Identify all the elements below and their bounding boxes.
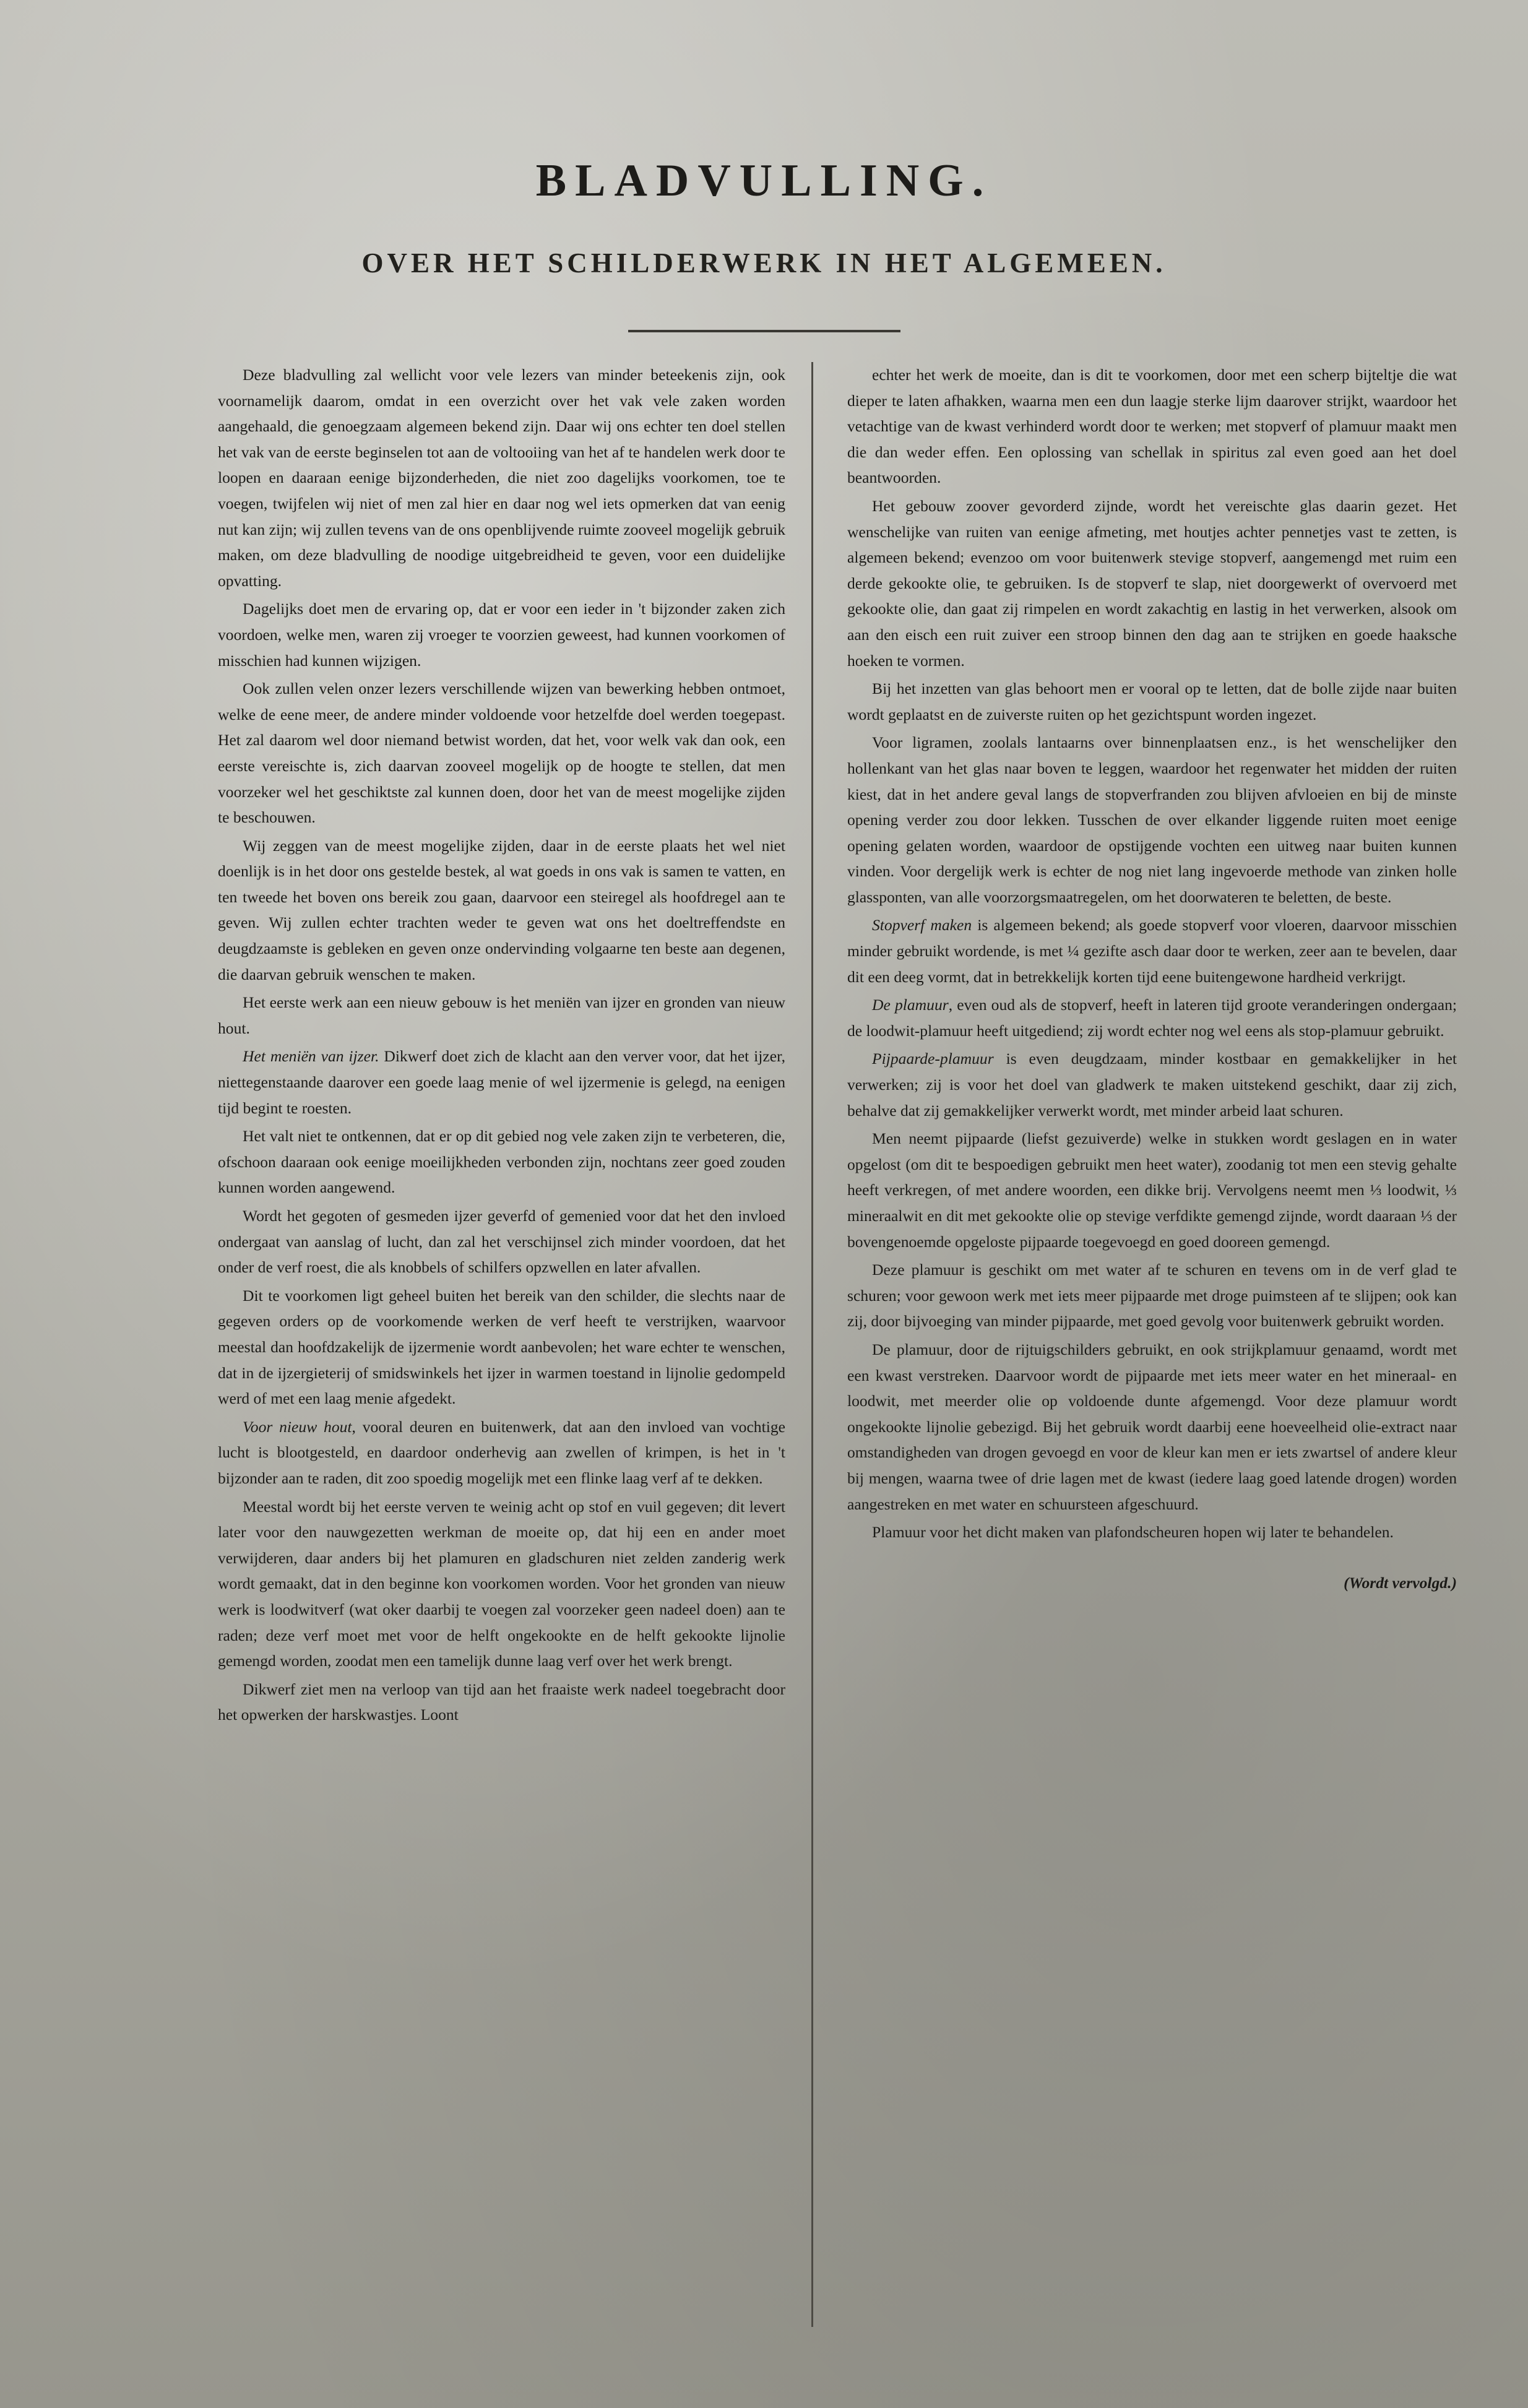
- article-paragraph: Dikwerf ziet men na verloop van tijd aan het fraaiste werk nadeel toegebracht door het opwerken der harskwastjes. Loont: [218, 1680, 785, 1724]
- article-paragraph: Stopverf maken is algemeen bekend; als goede stopverf voor vloeren, daarvoor misschien minder gebruikt wordende, is met ¼ gezifte asch daar door te werken, zeer aan te bevelen, daar dit een deeg vormt, dat in betrekkelijk korten tijd eene buitengewone hardheid verkrijgt.: [847, 916, 1457, 986]
- title-rule: [628, 330, 900, 332]
- article-paragraph: Bij het inzetten van glas behoort men er vooral op te letten, dat de bolle zijde naar buiten wordt geplaatst en de zuiverste ruiten op het gezichtspunt worden ingezet.: [847, 680, 1457, 723]
- article-paragraph: echter het werk de moeite, dan is dit te voorkomen, door met een scherp bijteltje die wat dieper te laten afhakken, waarna men een dun laagje sterke lijm daarover strijkt, waardoor het vetachtige van de kwast verhinderd wordt door te werken; met stopverf of plamuur maakt men die dan weder effen. Een oplossing van schellak in spiritus zal even goed aan het doel beantwoorden.: [847, 366, 1457, 487]
- column-divider: [811, 362, 813, 2327]
- to-be-continued-note: [847, 1570, 1457, 1596]
- article-paragraph: De plamuur, even oud als de stopverf, heeft in lateren tijd groote veranderingen ondergaan; de loodwit-plamuur heeft uitgediend; zij wordt echter nog wel eens als stop-plamuur gebruikt.: [847, 996, 1457, 1040]
- article-paragraph: Deze plamuur is geschikt om met water af te schuren en tevens om in de verf glad te schuren; voor gewoon werk met iets meer pijpaarde met droge puimsteen af te slijpen; ook kan zij, door bijvoeging van minder pijpaarde, met goed gevolg voor buitenwerk gebruikt worden.: [847, 1261, 1457, 1331]
- article-paragraph: Voor ligramen, zoolals lantaarns over binnenplaatsen enz., is het wenschelijker den hollenkant van het glas naar boven te leggen, waardoor het regenwater het midden der ruiten kiest, dat in het andere geval langs de stopverfranden zou blijven afvloeien en bij de minste opening verder zou door lekken. Tusschen de over elkander liggende ruiten moet eenige opening gelaten worden, waardoor de opstijgende vochten een uitweg naar buiten kunnen vinden. Voor dergelijk werk is echter de nog niet lang ingevoerde methode van zinken holle glassponten, van alle voorzorgsmaatregelen, om het doorwateren te beletten, de beste.: [847, 733, 1457, 906]
- right-column: [847, 362, 1457, 1595]
- article-paragraph: Deze bladvulling zal wellicht voor vele lezers van minder beteekenis zijn, ook voornamelijk daarom, omdat in een overzicht over het vak vele zaken worden aangehaald, die genoegzaam algemeen bekend zijn. Daar wij ons echter ten doel stellen het vak van de eerste beginselen tot aan de voltooiing van het af te handelen werk door te loopen en daaraan eenige bijzonderheden, die niet zoo dagelijks voorkomen, toe te voegen, twijfelen wij niet of men zal hier en daar nog wel iets opmerken dat van eenig nut kan zijn; wij zullen tevens van de ons openblijvende ruimte zooveel mogelijk gebruik maken, om deze bladvulling de noodige uitgebreidheid te geven, voor een duidelijke opvatting.: [218, 366, 785, 590]
- article-paragraph: Pijpaarde-plamuur is even deugdzaam, minder kostbaar en gemakkelijker in het verwerken; zij is voor het doel van gladwerk te maken uitstekend geschikt, daar zij zich, behalve dat zij gemakkelijker verwerkt wordt, met minder arbeid laat schuren.: [847, 1050, 1457, 1120]
- article-paragraph: Het meniën van ijzer. Dikwerf doet zich de klacht aan den verver voor, dat het ijzer, niettegenstaande daarover een goede laag menie of wel ijzermenie is gelegd, na eenigen tijd begint te roesten.: [218, 1047, 785, 1117]
- article-paragraph: Men neemt pijpaarde (liefst gezuiverde) welke in stukken wordt geslagen en in water opgelost (om dit te bespoedigen gebruikt men heet water), zoodanig tot men een stevig gehalte heeft verkregen, of met andere woorden, een dikke brij. Vervolgens neemt men ⅓ loodwit, ⅓ mineraalwit en dit met gekookte olie op stevige verfdikte gemengd zijnde, wordt daaraan ⅓ der bovengenoemde opgeloste pijpaarde toegevoegd en goed dooreen gemengd.: [847, 1129, 1457, 1251]
- article-paragraph: Het eerste werk aan een nieuw gebouw is het meniën van ijzer en gronden van nieuw hout.: [218, 993, 785, 1037]
- page-subtitle: OVER HET SCHILDERWERK IN HET ALGEMEEN.: [361, 248, 1167, 278]
- article-paragraph: Meestal wordt bij het eerste verven te weinig acht op stof en vuil gegeven; dit levert later voor den nauwgezetten werkman de moeite op, dat hij een en ander moet verwijderen, daar anders bij het plamuren en gladschuren niet zelden zanderig werk wordt gemaakt, dat in den beginne kon voorkomen worden. Voor het gronden van nieuw werk is loodwitverf (wat oker daarbij te voegen zal voorzeker geen nadeel doen) aan te raden; deze verf moet met voor de helft ongekookte en de helft gekookte lijnolie gemengd worden, zoodat men een tamelijk dunne laag verf over het werk brengt.: [218, 1497, 785, 1670]
- signoff-text: (Wordt vervolgd.): [1344, 1573, 1457, 1592]
- article-paragraph: Ook zullen velen onzer lezers verschillende wijzen van bewerking hebben ontmoet, welke de eene meer, de andere minder voldoende voor hetzelfde doel werden toegepast. Het zal daarom wel door niemand betwist worden, dat het, voor welk vak dan ook, een eerste vereischte is, zich daarvan zooveel mogelijk op de hoogte te stellen, dat men voorzeker wel het geschiktste zal kunnen doen, door het van de meest mogelijke zijden te beschouwen.: [218, 680, 785, 827]
- article-paragraph: Dagelijks doet men de ervaring op, dat er voor een ieder in 't bijzonder zaken zich voordoen, welke men, waren zij vroeger te voorzien geweest, had kunnen voorkomen of misschien had kunnen wijzigen.: [218, 600, 785, 670]
- article-paragraph: Wordt het gegoten of gesmeden ijzer geverfd of gemenied voor dat het den invloed ondergaat van aanslag of lucht, dan zal het verschijnsel zich minder voordoen, dat het onder de verf roest, die als knobbels of schilfers opzwellen en later afvallen.: [218, 1207, 785, 1277]
- article-paragraph: Het valt niet te ontkennen, dat er op dit gebied nog vele zaken zijn te verbeteren, die, ofschoon daaraan ook eenige moeilijkheden verbonden zijn, nochtans zeer goed zouden kunnen worden aangewend.: [218, 1127, 785, 1197]
- article-paragraph: Wij zeggen van de meest mogelijke zijden, daar in de eerste plaats het wel niet doenlijk is in het door ons gestelde bestek, al wat goeds in ons vak is samen te vatten, en ten tweede het boven ons bereik zou gaan, daarvoor een steiregel als hoofdregel aan te geven. Wij zullen echter trachten weder te geven wat ons het doeltreffendste en deugdzaamste is gebleken en geven onze ondervinding volgaarne ten beste aan degenen, die daarvan gebruik wenschen te maken.: [218, 836, 785, 983]
- left-column: [218, 362, 785, 1730]
- masthead: [0, 155, 1528, 332]
- page-title: BLADVULLING.: [535, 155, 993, 206]
- article-paragraph: De plamuur, door de rijtuigschilders gebruikt, en ook strijkplamuur genaamd, wordt met een kwast verstreken. Daarvoor wordt de pijpaarde met iets meer water en het mineraal- en loodwit, met meerder olie op voldoende dunte afgemengd. Voor deze plamuur wordt ongekookte lijnolie gebezigd. Bij het gebruik wordt daarbij eene hoeveelheid olie-extract naar omstandigheden van drogen gevoegd en voor de kleur kan men er iets zwartsel of andere kleur bij mengen, waarna twee of drie lagen met de kwast (iedere laag goed latende drogen) worden aangestreken en met water en schuursteen afgeschuurd.: [847, 1340, 1457, 1513]
- article-paragraph: Dit te voorkomen ligt geheel buiten het bereik van den schilder, die slechts naar de gegeven orders op de voorkomende werken de verf heeft te verstrijken, waarvoor meestal dan hoofdzakelijk de ijzermenie wordt aanbevolen; het ware echter te wenschen, dat in de ijzergieterij of smidswinkels het ijzer in warmen toestand in lijnolie gedompeld werd of met een laag menie afgedekt.: [218, 1286, 785, 1408]
- article-paragraph: Voor nieuw hout, vooral deuren en buitenwerk, dat aan den invloed van vochtige lucht is blootgesteld, en daardoor onderhevig aan zwellen of krimpen, is het in 't bijzonder aan te raden, dit zoo spoedig mogelijk met een flinke laag verf af te dekken.: [218, 1417, 785, 1487]
- article-paragraph: Plamuur voor het dicht maken van plafondscheuren hopen wij later te behandelen.: [872, 1523, 1394, 1542]
- article-paragraph: Het gebouw zoover gevorderd zijnde, wordt het vereischte glas daarin gezet. Het wenschelijke van ruiten van eenige afmeting, met houtjes achter pennetjes vast te zetten, is algemeen bekend; evenzoo om voor buitenwerk stevige stopverf, aangemengd met ruim een derde gekookte olie, te gebruiken. Is de stopverf te slap, niet doorgewerkt of overvoerd met gekookte olie, dan gaat zij rimpelen en wordt zakachtig en lastig in het verwerken, alsook om aan den eisch een ruit zuiver een stroop binnen den dag aan te strijken en goede haaksche hoeken te vormen.: [847, 496, 1457, 670]
